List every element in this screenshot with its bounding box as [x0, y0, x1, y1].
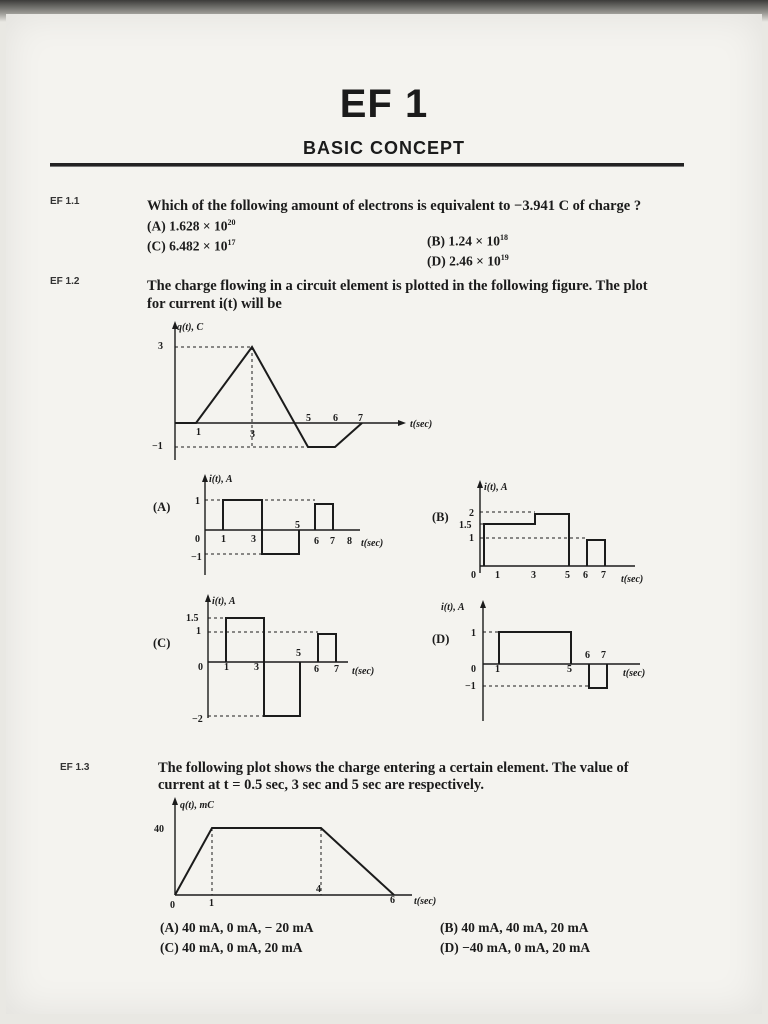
- option-d: (D) −40 mA, 0 mA, 20 mA: [440, 940, 591, 955]
- y-axis-label: q(t), C: [177, 322, 204, 333]
- y-axis-arrow: [480, 600, 486, 608]
- current-waveform: [484, 514, 569, 566]
- x-axis-label: t(sec): [621, 574, 644, 585]
- option-d-plot: [441, 596, 665, 726]
- y-tick-label: 1: [471, 628, 476, 639]
- option-b: (B) 40 mA, 40 mA, 20 mA: [440, 920, 589, 935]
- y-tick-label: 1.5: [459, 520, 472, 531]
- current-waveform: [587, 540, 605, 566]
- y-axis-label: q(t), mC: [180, 800, 214, 811]
- y-axis-arrow: [477, 480, 483, 488]
- x-tick-label: 0: [170, 900, 175, 911]
- y-axis-label: i(t), A: [484, 482, 508, 493]
- y-tick-label: 1: [469, 533, 474, 544]
- x-tick-label: 3: [250, 429, 255, 440]
- x-tick-label: 5: [567, 664, 572, 675]
- x-axis-label: t(sec): [361, 538, 384, 549]
- current-waveform: [223, 500, 299, 554]
- y-tick-label: −1: [152, 441, 163, 452]
- plot-option-label: (D): [432, 632, 450, 646]
- option-c: (C) 40 mA, 0 mA, 20 mA: [160, 940, 303, 955]
- current-waveform: [315, 504, 333, 530]
- y-tick-label: 40: [154, 824, 164, 835]
- x-tick-label: 1: [224, 662, 229, 673]
- x-tick-label: 3: [251, 534, 256, 545]
- y-tick-label: −1: [191, 552, 202, 563]
- y-tick-label: 2: [469, 508, 474, 519]
- plot-option-label: (A): [153, 500, 171, 514]
- x-axis-label: t(sec): [410, 419, 433, 430]
- x-tick-label: 5: [296, 648, 301, 659]
- charge-plot-ef13: [150, 792, 470, 912]
- x-tick-label: 3: [531, 570, 536, 581]
- x-tick-label: 5: [295, 520, 300, 531]
- charge-curve: [175, 828, 394, 895]
- current-waveform: [499, 632, 571, 664]
- y-tick-label: −1: [465, 681, 476, 692]
- x-tick-label: 7: [330, 536, 335, 547]
- x-tick-label: 1: [221, 534, 226, 545]
- x-tick-label: 1: [209, 898, 214, 909]
- option-a: (A) $1.628 \times 10^{20}$: [147, 218, 236, 234]
- question-text-line2: for current i(t) will be: [147, 296, 282, 312]
- x-tick-label: 8: [347, 536, 352, 547]
- x-tick-label: 3: [254, 662, 259, 673]
- current-waveform: [226, 618, 300, 716]
- y-tick-label: 0: [471, 570, 476, 581]
- y-tick-label: 0: [471, 664, 476, 675]
- x-axis-label: t(sec): [623, 668, 646, 679]
- question-text: Which of the following amount of electrons is equivalent to −3.941 C of charge ?: [147, 198, 642, 214]
- y-axis-arrow: [202, 474, 208, 482]
- y-tick-label: 0: [195, 534, 200, 545]
- x-tick-label: 1: [196, 427, 201, 438]
- option-c: (C) $6.482 \times 10^{17}$: [147, 238, 236, 254]
- option-a-plot: [185, 470, 425, 580]
- x-tick-label: 1: [495, 664, 500, 675]
- question-id: EF 1.3: [60, 762, 90, 773]
- option-b: (B) $1.24 \times 10^{18}$: [427, 233, 508, 249]
- y-tick-label: 0: [198, 662, 203, 673]
- x-axis-arrow: [398, 420, 406, 426]
- chapter-title: EF 1: [339, 82, 429, 126]
- option-d: (D) $2.46 \times 10^{19}$: [427, 253, 509, 269]
- x-tick-label: 5: [565, 570, 570, 581]
- y-axis-label: i(t), A: [209, 474, 233, 485]
- y-axis-label: i(t), A: [441, 602, 465, 613]
- x-tick-label: 7: [601, 650, 606, 661]
- y-tick-label: 1.5: [186, 613, 199, 624]
- y-tick-label: 3: [158, 341, 163, 352]
- x-tick-label: 7: [334, 664, 339, 675]
- option-c-plot: [180, 590, 420, 725]
- x-tick-label: 6: [585, 650, 590, 661]
- question-text: The charge flowing in a circuit element is plotted in the following figure. The plot: [147, 278, 648, 294]
- y-axis-label: i(t), A: [212, 596, 236, 607]
- question-text: The following plot shows the charge entering a certain element. The value of: [158, 760, 629, 776]
- x-tick-label: 6: [314, 664, 319, 675]
- x-tick-label: 6: [333, 413, 338, 424]
- question-text-line2: current at t = 0.5 sec, 3 sec and 5 sec are respectively.: [158, 777, 484, 793]
- current-waveform: [318, 634, 336, 662]
- plot-option-label: (B): [432, 510, 449, 524]
- plot-option-label: (C): [153, 636, 171, 650]
- x-tick-label: 5: [306, 413, 311, 424]
- y-tick-label: 1: [196, 626, 201, 637]
- y-tick-label: −2: [192, 714, 203, 725]
- x-axis-label: t(sec): [414, 896, 437, 907]
- y-axis-arrow: [205, 594, 211, 602]
- title-rule-thin: [50, 166, 684, 167]
- x-tick-label: 4: [316, 884, 321, 895]
- x-tick-label: 1: [495, 570, 500, 581]
- x-tick-label: 6: [583, 570, 588, 581]
- charge-curve: [175, 347, 362, 447]
- charge-plot-main: [130, 315, 450, 475]
- x-axis-label: t(sec): [352, 666, 375, 677]
- chapter-subtitle: BASIC CONCEPT: [302, 138, 465, 158]
- question-id: EF 1.1: [50, 196, 80, 207]
- x-tick-label: 6: [390, 895, 395, 906]
- x-tick-label: 7: [358, 413, 363, 424]
- y-tick-label: 1: [195, 496, 200, 507]
- option-b-plot: [455, 478, 665, 588]
- option-a: (A) 40 mA, 0 mA, − 20 mA: [160, 920, 314, 935]
- x-tick-label: 7: [601, 570, 606, 581]
- y-axis-arrow: [172, 797, 178, 805]
- x-tick-label: 6: [314, 536, 319, 547]
- question-id: EF 1.2: [50, 276, 80, 287]
- current-waveform: [589, 664, 607, 688]
